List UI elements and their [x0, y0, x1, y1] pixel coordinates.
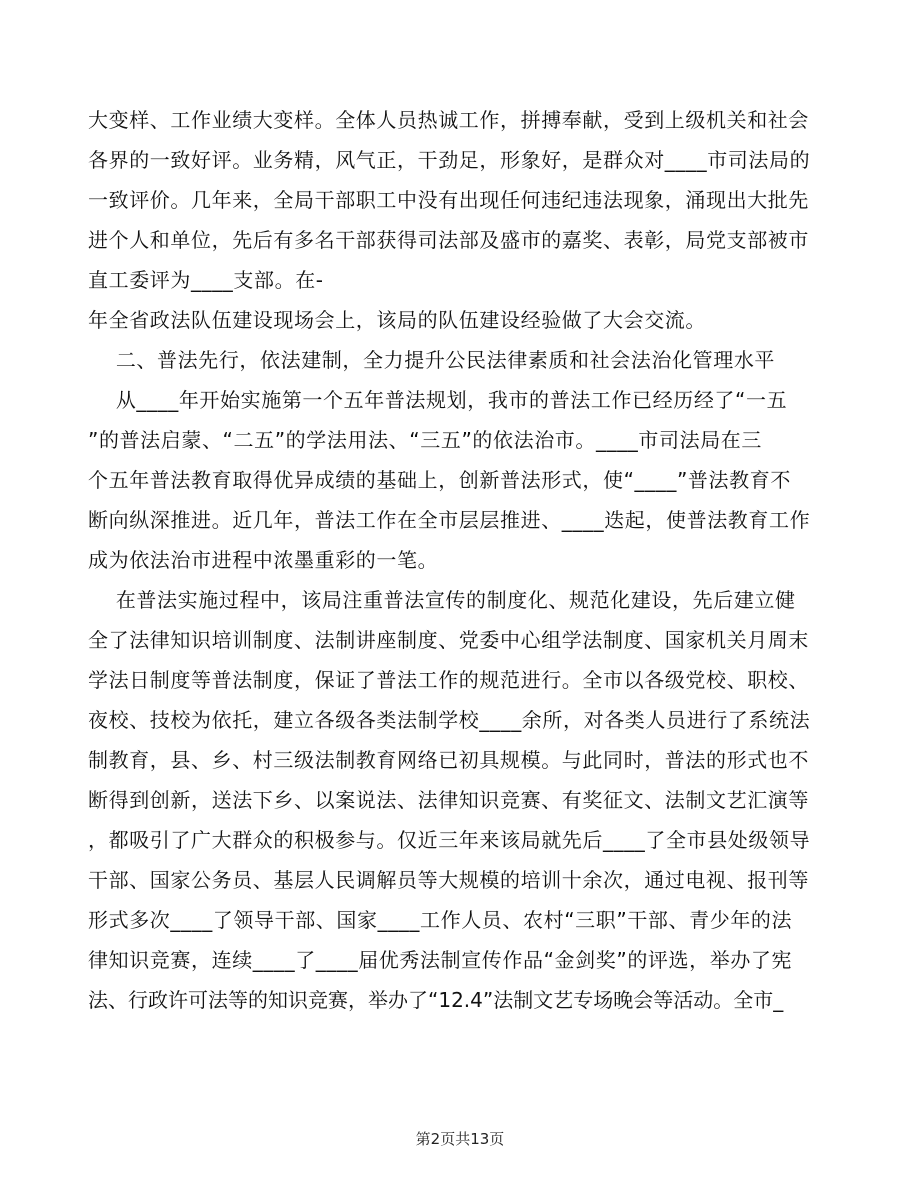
text-line: 各界的一致好评。业务精，风气正，干劲足，形象好，是群众对____市司法局的 [88, 148, 811, 172]
text-line: 形式多次____了领导干部、国家____工作人员、农村“三职”干部、青少年的法 [88, 908, 793, 932]
text-line: 一致评价。几年来，全局干部职工中没有出现任何违纪违法现象，涌现出大批先 [88, 188, 809, 212]
text-line: 直工委评为____支部。在- [88, 268, 324, 292]
text-line: 年全省政法队伍建设现场会上，该局的队伍建设经验做了大会交流。 [88, 308, 706, 332]
text-line: ”的普法启蒙、“二五”的学法用法、“三五”的依法治市。____市司法局在三 [88, 428, 763, 452]
body-text [88, 100, 838, 1020]
text-line: 大变样、工作业绩大变样。全体人员热诚工作，拼搏奉献，受到上级机关和社会 [88, 108, 809, 132]
text-line: 在普法实施过程中，该局注重普法宣传的制度化、规范化建设，先后建立健 [88, 588, 796, 612]
text-line: ，都吸引了广大群众的积极参与。仅近三年来该局就先后____了全市县处级领导 [88, 828, 811, 852]
text-line: 断得到创新，送法下乡、以案说法、法律知识竞赛、有奖征文、法制文艺汇演等 [88, 788, 809, 812]
text-line: 断向纵深推进。近几年，普法工作在全市层层推进、____迭起，使普法教育工作 [88, 508, 811, 532]
text-line: 律知识竞赛，连续____了____届优秀法制宣传作品“金剑奖”的评选，举办了宪 [88, 948, 793, 972]
text-line: 夜校、技校为依托，建立各级各类法制学校____余所，对各类人员进行了系统法 [88, 708, 811, 732]
text-line: 法、行政许可法等的知识竞赛，举办了“12.4”法制文艺专场晚会等活动。全市_ [88, 988, 784, 1012]
text-line: 学法日制度等普法制度，保证了普法工作的规范进行。全市以各级党校、职校、 [88, 668, 809, 692]
text-line: 干部、国家公务员、基层人民调解员等大规模的培训十余次，通过电视、报刊等 [88, 868, 809, 892]
text-line: 从____年开始实施第一个五年普法规划，我市的普法工作已经历经了“一五 [88, 388, 788, 412]
text-line: 进个人和单位，先后有多名干部获得司法部及盛市的嘉奖、表彰，局党支部被市 [88, 228, 809, 252]
section-heading: 二、普法先行，依法建制，全力提升公民法律素质和社会法治化管理水平 [88, 348, 776, 372]
text-line: 全了法律知识培训制度、法制讲座制度、党委中心组学法制度、国家机关月周末 [88, 628, 809, 652]
page-number: 第2页共13页 [415, 1130, 505, 1148]
text-line: 制教育，县、乡、村三级法制教育网络已初具规模。与此同时，普法的形式也不 [88, 748, 809, 772]
text-line: 成为依法治市进程中浓墨重彩的一笔。 [88, 548, 439, 572]
text-line: 个五年普法教育取得优异成绩的基础上，创新普法形式，使“____”普法教育不 [88, 468, 791, 492]
